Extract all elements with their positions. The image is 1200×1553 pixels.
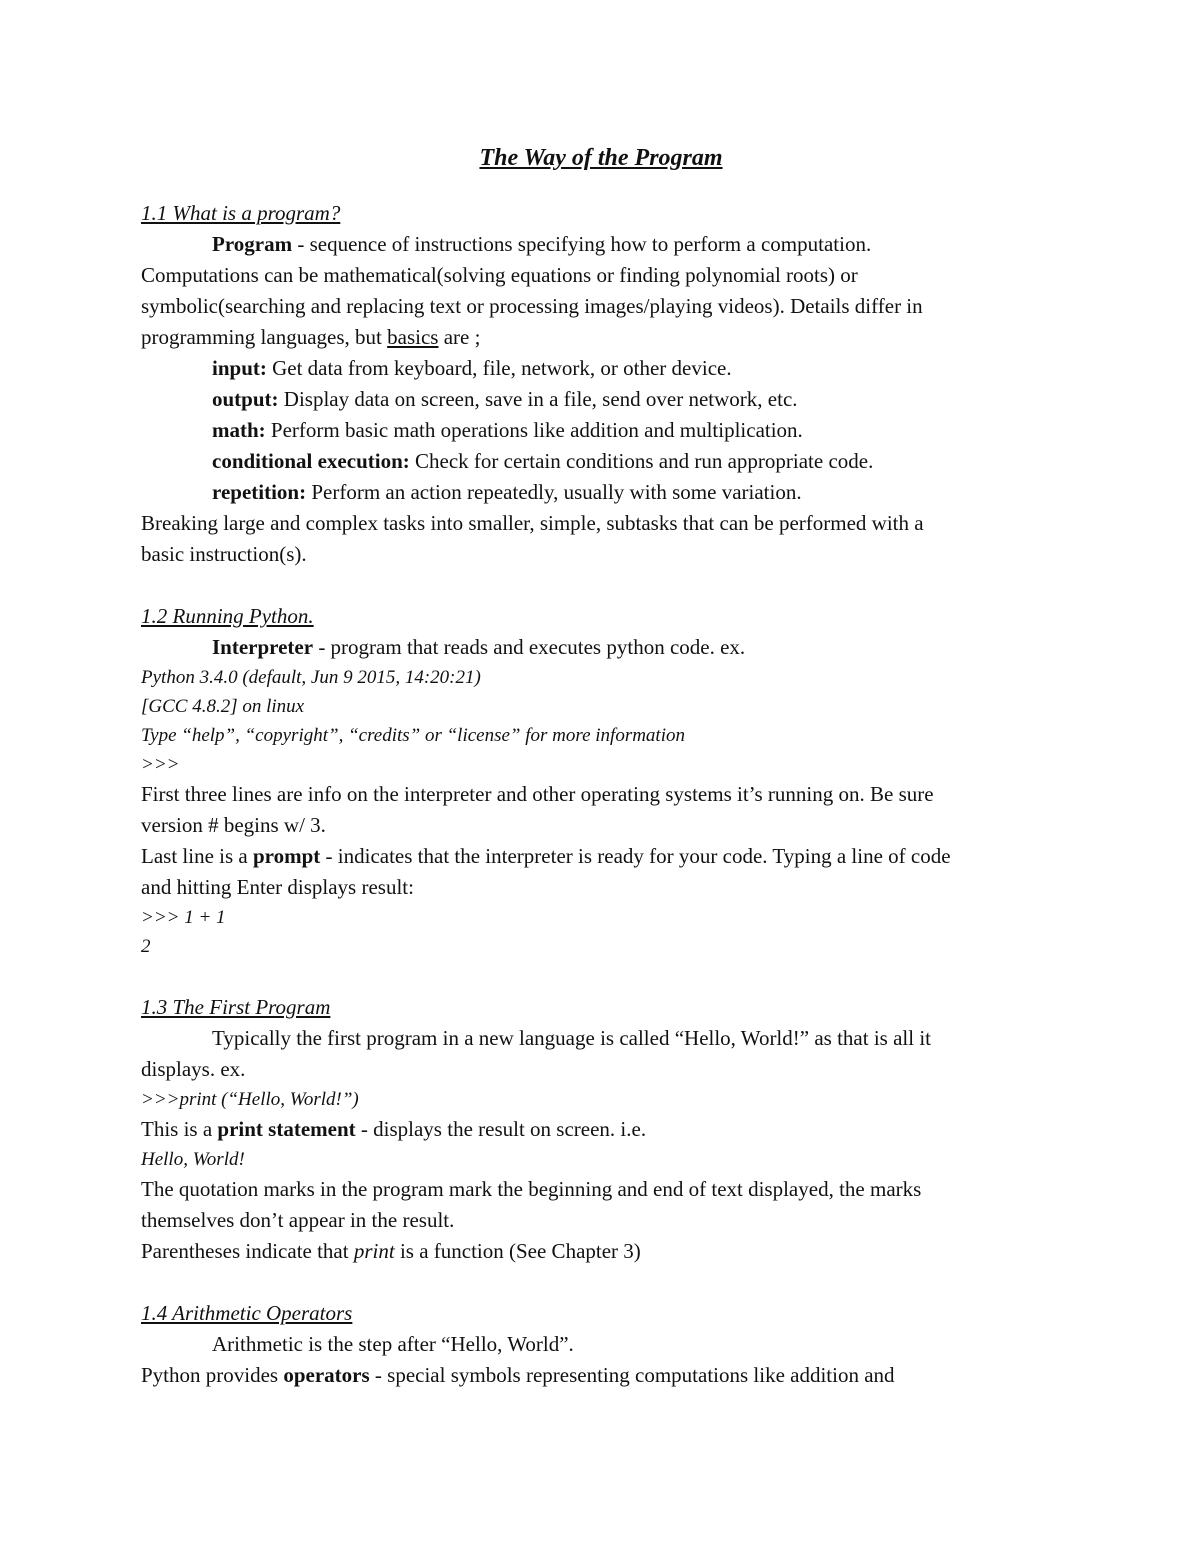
basics-desc: Get data from keyboard, file, network, or other device. xyxy=(266,356,732,380)
paragraph-line: First three lines are info on the interpreter and other operating systems it’s running on. Be sure xyxy=(141,782,934,806)
paragraph-line: Typically the first program in a new language is called “Hello, World!” as that is all it xyxy=(212,1026,931,1050)
program-definition xyxy=(141,229,1061,260)
operators-term: operators xyxy=(283,1363,370,1387)
print-italic-word: print xyxy=(353,1239,395,1263)
paragraph-line xyxy=(141,1360,1061,1391)
paragraph-text: Python provides xyxy=(141,1363,284,1387)
code-line: >>> xyxy=(141,754,180,775)
paragraph-line: Arithmetic is the step after “Hello, World”. xyxy=(212,1332,574,1356)
basics-term: output: xyxy=(212,387,279,411)
basics-desc: Display data on screen, save in a file, send over network, etc. xyxy=(278,387,798,411)
spacer xyxy=(141,1267,1061,1298)
paragraph-text: Last line is a xyxy=(141,844,253,868)
basics-desc: Perform basic math operations like addition and multiplication. xyxy=(265,418,803,442)
document-page xyxy=(141,140,1061,1391)
section-heading-1-4: 1.4 Arithmetic Operators xyxy=(141,1301,353,1325)
code-line: Hello, World! xyxy=(141,1149,245,1170)
basics-item-input xyxy=(141,353,1061,384)
paragraph-text: This is a xyxy=(141,1117,218,1141)
print-statement-term: print statement xyxy=(217,1117,356,1141)
paragraph-line xyxy=(141,1114,1061,1145)
paragraph-line: Computations can be mathematical(solving equations or finding polynomial roots) or xyxy=(141,263,858,287)
program-term: Program xyxy=(212,232,293,256)
interpreter-definition xyxy=(141,632,1061,663)
document-title: The Way of the Program xyxy=(479,145,723,171)
basics-underlined-word: basics xyxy=(387,325,439,349)
paragraph-text: - special symbols representing computations like addition and xyxy=(369,1363,895,1387)
code-line: Type “help”, “copyright”, “credits” or “license” for more information xyxy=(141,725,685,746)
section-heading-1-1: 1.1 What is a program? xyxy=(141,201,341,225)
basics-term: input: xyxy=(212,356,267,380)
basics-term: repetition: xyxy=(212,480,307,504)
paragraph-line: version # begins w/ 3. xyxy=(141,813,326,837)
code-line: >>>print (“Hello, World!”) xyxy=(141,1089,359,1110)
code-line: 2 xyxy=(141,936,151,957)
code-line: [GCC 4.8.2] on linux xyxy=(141,696,305,717)
basics-item-repetition xyxy=(141,477,1061,508)
paragraph-text: is a function (See Chapter 3) xyxy=(394,1239,641,1263)
basics-term: math: xyxy=(212,418,266,442)
paragraph-line: Breaking large and complex tasks into smaller, simple, subtasks that can be performed with a xyxy=(141,511,924,535)
code-line: Python 3.4.0 (default, Jun 9 2015, 14:20:21) xyxy=(141,667,481,688)
paragraph-text: Parentheses indicate that xyxy=(141,1239,354,1263)
paragraph-text: are ; xyxy=(438,325,481,349)
basics-item-conditional xyxy=(141,446,1061,477)
prompt-term: prompt xyxy=(252,844,321,868)
paragraph-line: themselves don’t appear in the result. xyxy=(141,1208,455,1232)
interpreter-def-text: - program that reads and executes python code. ex. xyxy=(313,635,746,659)
paragraph-text: - indicates that the interpreter is ready for your code. Typing a line of code xyxy=(320,844,951,868)
spacer xyxy=(141,570,1061,601)
basics-term: conditional execution: xyxy=(212,449,410,473)
paragraph-line: displays. ex. xyxy=(141,1057,246,1081)
paragraph-line: basic instruction(s). xyxy=(141,542,307,566)
paragraph-line xyxy=(141,841,1061,872)
paragraph-line: and hitting Enter displays result: xyxy=(141,875,414,899)
spacer xyxy=(141,961,1061,992)
code-line: >>> 1 + 1 xyxy=(141,907,226,928)
paragraph-line: symbolic(searching and replacing text or processing images/playing videos). Details differ in xyxy=(141,294,923,318)
interpreter-term: Interpreter xyxy=(212,635,314,659)
basics-desc: Check for certain conditions and run appropriate code. xyxy=(409,449,874,473)
paragraph-line: The quotation marks in the program mark the beginning and end of text displayed, the marks xyxy=(141,1177,922,1201)
section-heading-1-3: 1.3 The First Program xyxy=(141,995,331,1019)
basics-item-output xyxy=(141,384,1061,415)
paragraph-text: programming languages, but xyxy=(141,325,388,349)
paragraph-line xyxy=(141,1236,1061,1267)
paragraph-text: - displays the result on screen. i.e. xyxy=(355,1117,647,1141)
section-heading-1-2: 1.2 Running Python. xyxy=(141,604,314,628)
paragraph-line xyxy=(141,322,1061,353)
program-def-text: - sequence of instructions specifying how to perform a computation. xyxy=(292,232,872,256)
basics-item-math xyxy=(141,415,1061,446)
basics-desc: Perform an action repeatedly, usually with some variation. xyxy=(306,480,802,504)
